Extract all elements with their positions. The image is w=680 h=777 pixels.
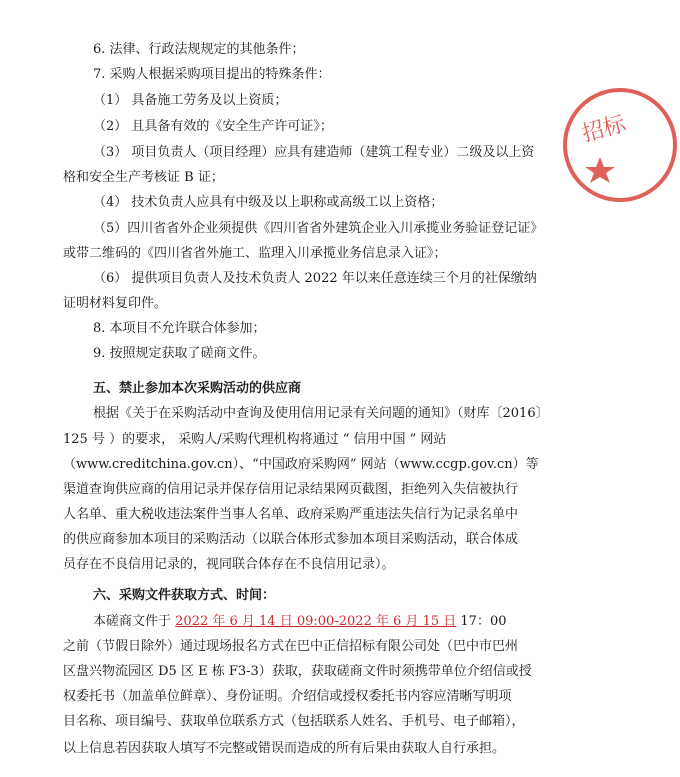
section-5-heading: 五、禁止参加本次采购活动的供应商	[93, 381, 302, 396]
section-5-line-6: 的供应商参加本项目的采购活动（以联合体形式参加本项目采购活动，联合体成	[63, 532, 519, 547]
section-5-line-4: 渠道查询供应商的信用记录并保存信用记录结果网页截图，拒绝列入失信被执行	[63, 482, 519, 497]
condition-9: 9. 按照规定获取了磋商文件。	[93, 346, 266, 361]
condition-7-1: （1） 具备施工劳务及以上资质；	[93, 93, 288, 108]
condition-7-5-cont: 或带二维码的《四川省省外施工、监理入川承揽业务信息录入证》；	[63, 246, 447, 261]
section-6-line-4: 权委托书（加盖单位鲜章）、身份证明。介绍信或授权委托书内容应清晰写明项	[63, 689, 512, 704]
section-6-lead: 本磋商文件于	[93, 614, 172, 629]
section-6-line-5: 目名称、项目编号、获取单位联系方式（包括联系人姓名、手机号、电子邮箱），	[63, 714, 525, 729]
condition-7-3: （3） 项目负责人（项目经理）应具有建造师（建筑工程专业）二级及以上资	[93, 145, 535, 160]
section-6-line-1	[93, 613, 507, 631]
condition-7-4: （4） 技术负责人应具有中级及以上职称或高级工以上资格；	[93, 195, 444, 210]
acquisition-end-time: 17：00	[460, 614, 507, 629]
section-5-line-7: 员存在不良信用记录的，视同联合体存在不良信用记录）。	[63, 557, 395, 572]
condition-7-6: （6） 提供项目负责人及技术负责人 2022 年以来任意连续三个月的社保缴纳	[93, 271, 537, 286]
section-6-heading: 六、采购文件获取方式、时间：	[93, 588, 276, 603]
section-6-line-2: 之前（节假日除外）通过现场报名方式在巴中正信招标有限公司处（巴中市巴州	[63, 639, 519, 654]
condition-7: 7. 采购人根据采购项目提出的特殊条件：	[93, 67, 331, 82]
section-5-line-1: 根据《关于在采购活动中查询及使用信用记录有关问题的通知》（财库〔2016〕	[93, 406, 549, 421]
condition-8: 8. 本项目不允许联合体参加；	[93, 321, 266, 336]
section-5-line-2: 125 号 ）的要求， 采购人/采购代理机构将通过 “ 信用中国 ” 网站	[63, 432, 447, 447]
section-5-line-5: 人名单、重大税收违法案件当事人名单、政府采购严重违法失信行为记录名单中	[63, 507, 519, 522]
acquisition-date-range: 2022 年 6 月 14 日 09:00-2022 年 6 月 15 日	[175, 614, 457, 629]
condition-7-6-cont: 证明材料复印件。	[63, 296, 168, 311]
condition-7-2: （2） 且具备有效的《安全生产许可证》；	[93, 119, 333, 134]
company-seal	[560, 85, 680, 205]
section-6-line-6: 以上信息若因获取人填写不完整或错误而造成的所有后果由获取人自行承担。	[63, 741, 506, 756]
section-5-line-3: （www.creditchina.gov.cn）、“中国政府采购网” 网站（www.ccgp.gov.cn）等	[63, 457, 539, 472]
condition-7-5: （5）四川省省外企业须提供《四川省省外建筑企业入川承揽业务验证登记证》	[93, 221, 544, 236]
section-6-line-3: 区盘兴物流园区 D5 区 E 栋 F3-3）获取，获取磋商文件时须携带单位介绍信或授	[63, 664, 532, 679]
svg-text:招标: 招标	[579, 111, 629, 148]
condition-6: 6. 法律、行政法规规定的其他条件；	[93, 42, 305, 57]
condition-7-3-cont: 格和安全生产考核证 B 证；	[63, 170, 224, 185]
